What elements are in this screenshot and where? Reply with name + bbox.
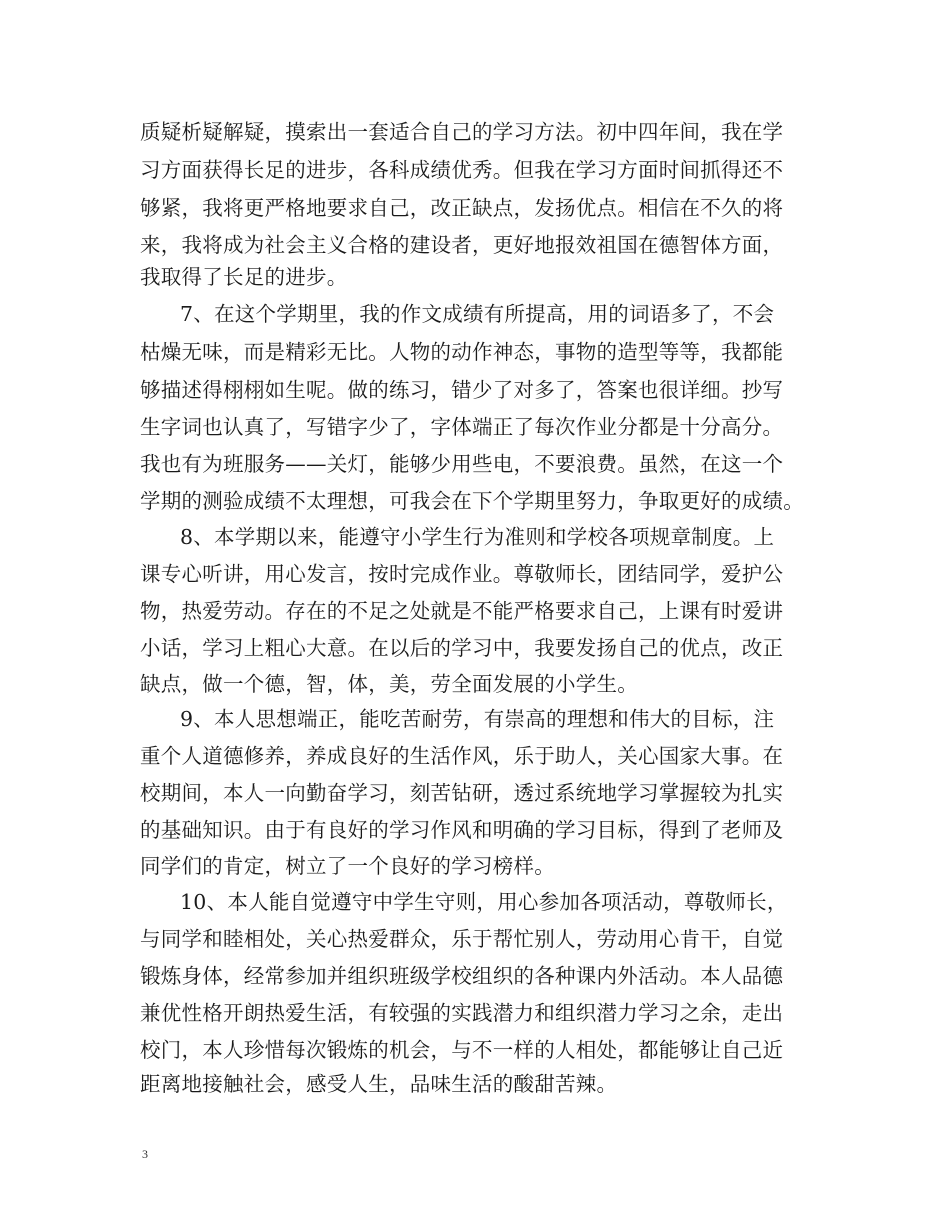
paragraph-first-line: 9、本人思想端正，能吃苦耐劳，有崇高的理想和伟大的目标，注 — [180, 707, 775, 731]
text-line: 枯燥无味，而是精彩无比。人物的动作神态，事物的造型等等，我都能 — [140, 340, 784, 364]
text-line: 的基础知识。由于有良好的学习作风和明确的学习目标，得到了老师及 — [140, 818, 784, 842]
text-line: 距离地接触社会，感受人生，品味生活的酸甜苦辣。 — [140, 1072, 618, 1096]
text-line: 与同学和睦相处，关心热爱群众，乐于帮忙别人，劳动用心肯干，自觉 — [140, 927, 784, 951]
paragraph-first-line: 10、本人能自觉遵守中学生守则，用心参加各项活动，尊敬师长， — [180, 890, 788, 914]
text-line: 习方面获得长足的进步，各科成绩优秀。但我在学习方面时间抓得还不 — [140, 158, 784, 182]
text-line: 小话，学习上粗心大意。在以后的学习中，我要发扬自己的优点，改正 — [140, 636, 784, 660]
text-line: 够紧，我将更严格地要求自己，改正缺点，发扬优点。相信在不久的将 — [140, 196, 784, 220]
text-line: 学期的测验成绩不太理想，可我会在下个学期里努力，争取更好的成绩。 — [140, 489, 804, 513]
text-line: 生字词也认真了，写错字少了，字体端正了每次作业分都是十分高分。 — [140, 415, 784, 439]
text-line: 同学们的肯定，树立了一个良好的学习榜样。 — [140, 854, 555, 878]
page-number: 3 — [142, 1147, 148, 1161]
text-line: 来，我将成为社会主义合格的建设者，更好地报效祖国在德智体方面， — [140, 233, 784, 257]
text-line: 校门，本人珍惜每次锻炼的机会，与不一样的人相处，都能够让自己近 — [140, 1038, 784, 1062]
paragraph-first-line: 7、在这个学期里，我的作文成绩有所提高，用的词语多了，不会 — [180, 302, 775, 326]
text-line: 缺点，做一个德，智，体，美，劳全面发展的小学生。 — [140, 672, 638, 696]
text-line: 重个人道德修养，养成良好的生活作风，乐于助人，关心国家大事。在 — [140, 744, 784, 768]
text-line: 质疑析疑解疑，摸索出一套适合自己的学习方法。初中四年间，我在学 — [140, 120, 784, 144]
text-line: 校期间，本人一向勤奋学习，刻苦钻研，透过系统地学习掌握较为扎实 — [140, 781, 784, 805]
paragraph-first-line: 8、本学期以来，能遵守小学生行为准则和学校各项规章制度。上 — [180, 525, 775, 549]
text-line: 兼优性格开朗热爱生活，有较强的实践潜力和组织潜力学习之余，走出 — [140, 1001, 784, 1025]
text-line: 我也有为班服务——关灯，能够少用些电，不要浪费。虽然，在这一个 — [140, 452, 784, 476]
text-line: 锻炼身体，经常参加并组织班级学校组织的各种课内外活动。本人品德 — [140, 964, 784, 988]
text-line: 物，热爱劳动。存在的不足之处就是不能严格要求自己，上课有时爱讲 — [140, 599, 784, 623]
text-line: 够描述得栩栩如生呢。做的练习，错少了对多了，答案也很详细。抄写 — [140, 378, 784, 402]
text-line: 课专心听讲，用心发言，按时完成作业。尊敬师长，团结同学，爱护公 — [140, 562, 784, 586]
text-line: 我取得了长足的进步。 — [140, 265, 348, 289]
